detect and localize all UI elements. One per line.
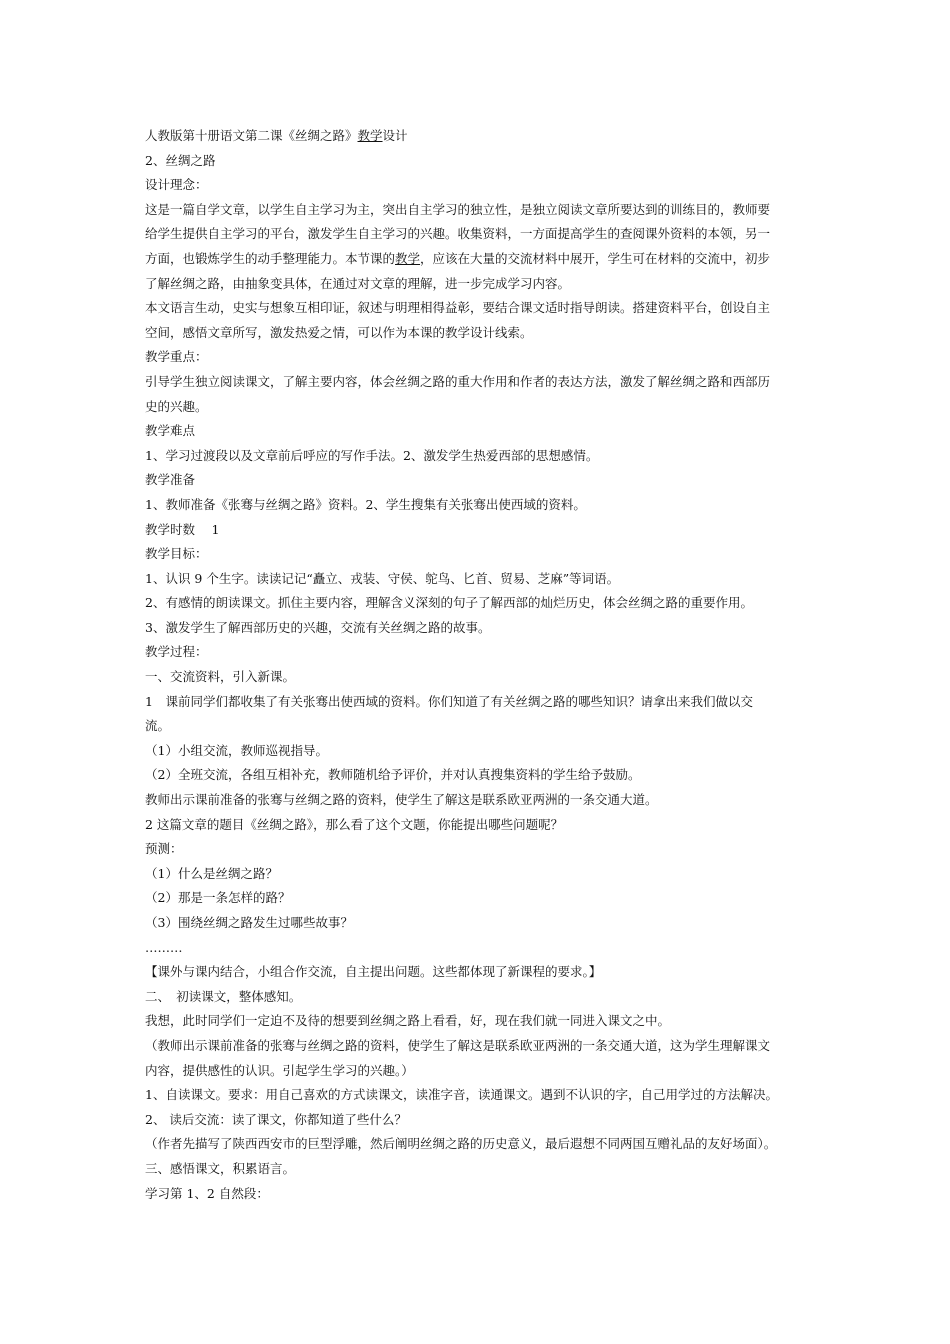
text-line: （2）那是一条怎样的路？ bbox=[145, 890, 291, 906]
text-line: 教学目标： bbox=[145, 546, 208, 562]
text-line: （教师出示课前准备的张骞与丝绸之路的资料，使学生了解这是联系欧亚两洲的一条交通大道，这为学生理解课文 bbox=[145, 1037, 771, 1053]
document-page bbox=[145, 124, 815, 1206]
text-line: 空间，感悟文章所写，激发热爱之情，可以作为本课的教学设计线索。 bbox=[145, 324, 533, 340]
inline-link[interactable]: 教学 bbox=[395, 250, 421, 266]
text-line: 给学生提供自主学习的平台，激发学生自主学习的兴趣。收集资料，一方面提高学生的查阅课外资料的本领，另一 bbox=[145, 226, 771, 242]
lesson-heading: 2、丝绸之路 bbox=[145, 152, 216, 168]
text-line: （2）全班交流，各组互相补充，教师随机给予评价，并对认真搜集资料的学生给予鼓励。 bbox=[145, 767, 641, 783]
text-line: 1、教师准备《张骞与丝绸之路》资料。2、学生搜集有关张骞出使西域的资料。 bbox=[145, 496, 586, 512]
text-line: （3）围绕丝绸之路发生过哪些故事？ bbox=[145, 915, 353, 930]
text-line: 2 这篇文章的题目《丝绸之路》，那么看了这个文题，你能提出哪些问题呢？ bbox=[145, 816, 564, 832]
text-segment: ，应该在大量的交流材料中展开，学生可在材料的交流中，初步 bbox=[420, 250, 771, 266]
text-line: 教学重点： bbox=[145, 349, 208, 365]
text-line: （1）什么是丝绸之路？ bbox=[145, 865, 278, 881]
text-line: 引导学生独立阅读课文，了解主要内容，体会丝绸之路的重大作用和作者的表达方法，激发了解丝绸之路和西部历 bbox=[145, 373, 771, 389]
text-line: 史的兴趣。 bbox=[145, 398, 208, 414]
text-line: 1、认识 9 个生字。读读记记“矗立、戎装、守侯、鸵鸟、匕首、贸易、芝麻”等词语。 bbox=[145, 570, 620, 586]
text-line: 3、激发学生了解西部历史的兴趣，交流有关丝绸之路的故事。 bbox=[145, 619, 491, 635]
text-line: ……… bbox=[145, 939, 183, 955]
doc-title-pre: 人教版第十册语文第二课《丝绸之路》 bbox=[145, 128, 358, 143]
text-line: 了解丝绸之路，由抽象变具体，在通过对文章的理解，进一步完成学习内容。 bbox=[145, 275, 571, 291]
text-line: 教学准备 bbox=[145, 472, 196, 488]
text-line: 一、交流资料，引入新课。 bbox=[145, 669, 296, 685]
text-line: 本文语言生动，史实与想象互相印证，叙述与明理相得益彰，要结合课文适时指导朗读。搭建资料平台，创设自主 bbox=[145, 300, 771, 316]
text-line: 这是一篇自学文章，以学生自主学习为主，突出自主学习的独立性，是独立阅读文章所要达到的训练目的，教师要 bbox=[145, 201, 771, 217]
text-line: 预测： bbox=[145, 841, 183, 857]
text-line: 【课外与课内结合，小组合作交流，自主提出问题。这些都体现了新课程的要求。】 bbox=[145, 964, 602, 980]
section-label: 设计理念： bbox=[145, 177, 208, 193]
text-line: 教学难点 bbox=[145, 423, 196, 439]
text-line: 教师出示课前准备的张骞与丝绸之路的资料，使学生了解这是联系欧亚两洲的一条交通大道。 bbox=[145, 792, 658, 808]
text-line: （作者先描写了陕西西安市的巨型浮雕，然后阐明丝绸之路的历史意义，最后遐想不同两国互赠礼品的友好场面）。 bbox=[145, 1136, 777, 1152]
text-line: 流。 bbox=[145, 718, 171, 734]
text-line: 内容，提供感性的认识。引起学生学习的兴趣。） bbox=[145, 1062, 414, 1078]
text-line bbox=[145, 247, 815, 272]
doc-title bbox=[145, 124, 815, 149]
text-line: 1 课前同学们都收集了有关张骞出使西域的资料。你们知道了有关丝绸之路的哪些知识？请拿出来我们做以交 bbox=[145, 693, 753, 709]
text-line: 2、 读后交流：读了课文，你都知道了些什么？ bbox=[145, 1111, 407, 1127]
text-line: 三、感悟课文，积累语言。 bbox=[145, 1160, 296, 1176]
text-line: 1、自读课文。要求：用自己喜欢的方式读课文，读准字音，读通课文。遇到不认识的字，自己用学过的方法解决。 bbox=[145, 1087, 778, 1103]
body-text bbox=[145, 272, 815, 1207]
text-line: 学习第 1、2 自然段： bbox=[145, 1185, 269, 1201]
text-segment: 方面，也锻炼学生的动手整理能力。本节课的 bbox=[145, 250, 396, 266]
text-line: 教学时数 1 bbox=[145, 521, 220, 537]
text-line: （1）小组交流，教师巡视指导。 bbox=[145, 742, 328, 758]
text-line: 二、 初读课文，整体感知。 bbox=[145, 988, 302, 1004]
text-line: 教学过程： bbox=[145, 644, 208, 660]
doc-title-link[interactable]: 教学 bbox=[357, 128, 383, 143]
text-line: 我想，此时同学们一定迫不及待的想要到丝绸之路上看看，好，现在我们就一同进入课文之中。 bbox=[145, 1013, 671, 1029]
text-line: 2、有感情的朗读课文。抓住主要内容，理解含义深刻的句子了解西部的灿烂历史，体会丝绸之路的重要作用。 bbox=[145, 595, 753, 611]
text-line: 1、学习过渡段以及文章前后呼应的写作手法。2、激发学生热爱西部的思想感情。 bbox=[145, 447, 599, 463]
doc-title-post: 设计 bbox=[382, 128, 408, 143]
